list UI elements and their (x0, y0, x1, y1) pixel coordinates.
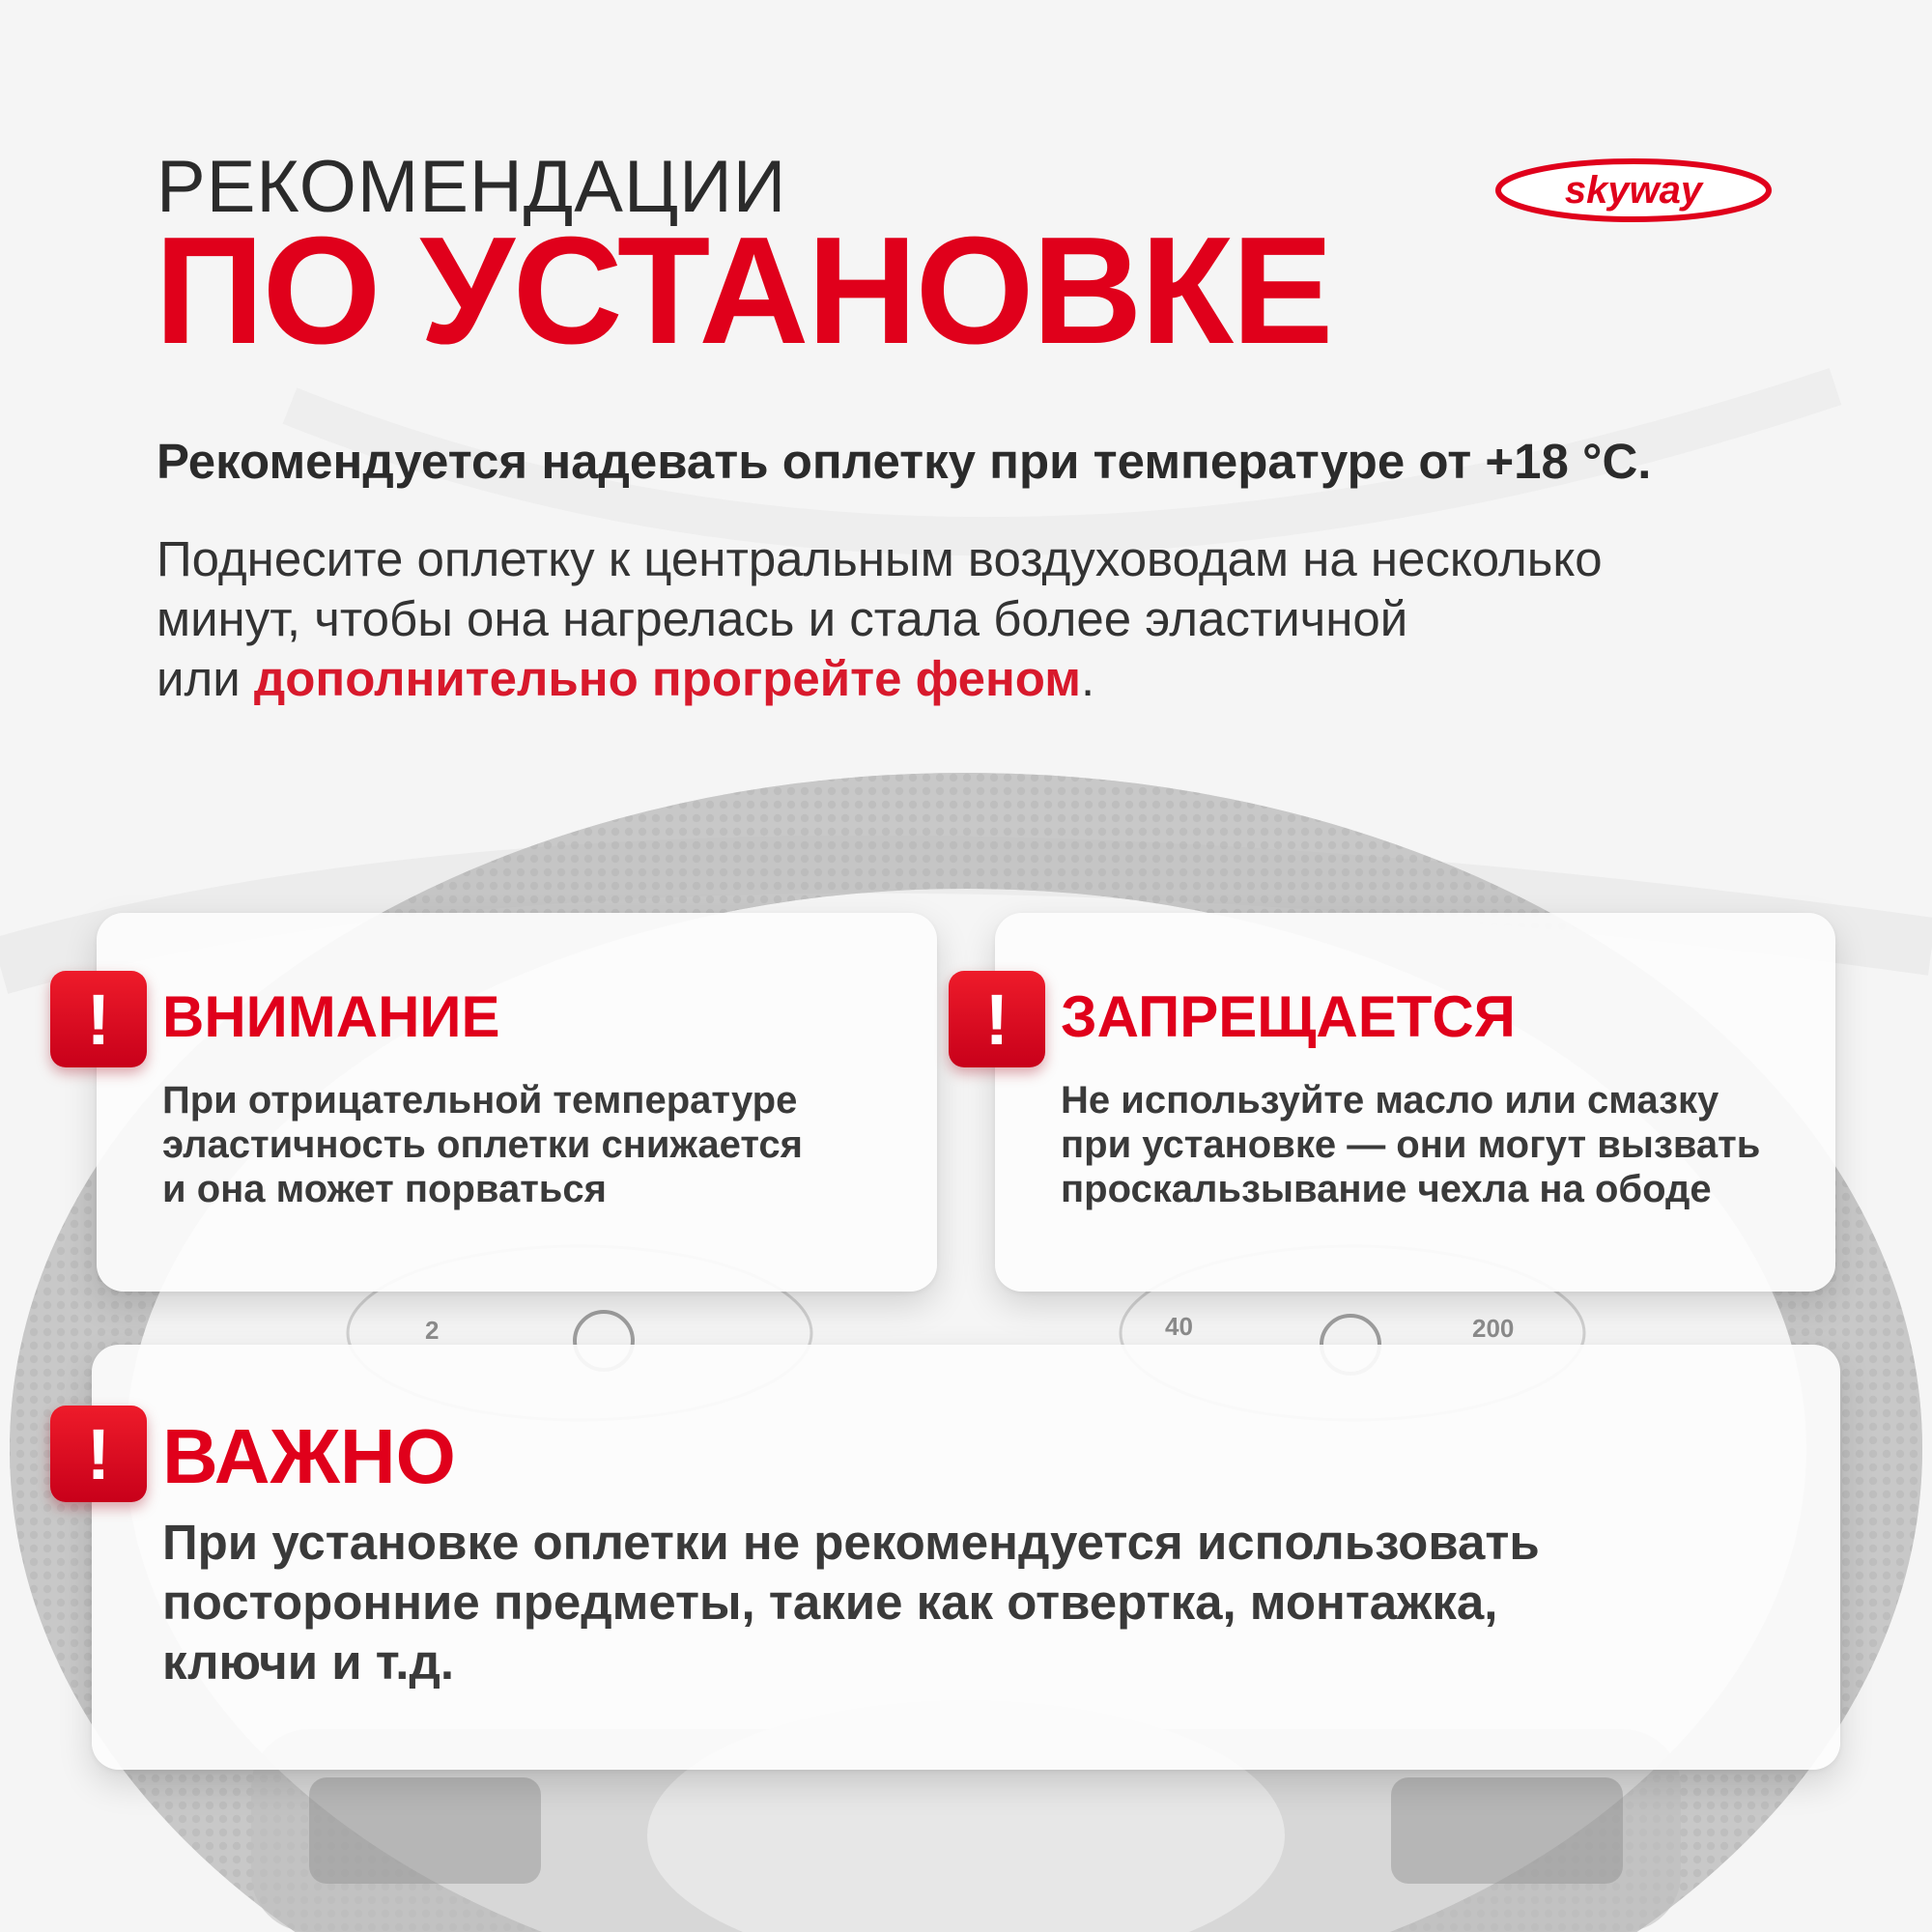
forbidden-line-1: Не используйте масло или смазку (1061, 1079, 1719, 1122)
exclamation-badge-icon: ! (949, 971, 1045, 1067)
gauge-left-label: 2 (425, 1316, 440, 1345)
attention-line-2: эластичность оплетки снижается (162, 1123, 803, 1166)
forbidden-text (1061, 1078, 1760, 1211)
intro-accent: дополнительно прогрейте феном (253, 651, 1081, 706)
gauge-right-label-2: 200 (1472, 1314, 1515, 1343)
forbidden-line-3: проскальзывание чехла на ободе (1061, 1168, 1712, 1210)
intro-line-2: минут, чтобы она нагрелась и стала более эластичной (156, 591, 1408, 646)
brand-logo (1493, 156, 1774, 224)
important-line-3: ключи и т.д. (162, 1634, 455, 1690)
intro-line-3 (156, 649, 1857, 709)
attention-text (162, 1078, 803, 1211)
exclamation-badge-icon: ! (50, 1406, 147, 1502)
intro-line-3-prefix: или (156, 651, 254, 706)
brand-logo-text: skyway (1564, 169, 1703, 212)
intro-line-3-suffix: . (1080, 651, 1095, 706)
intro-paragraph (156, 529, 1857, 709)
forbidden-line-2: при установке — они могут вызвать (1061, 1123, 1761, 1166)
page-title-line1: РЕКОМЕНДАЦИИ (156, 146, 787, 228)
intro-line-1: Поднесите оплетку к центральным воздуховодам на несколько (156, 531, 1603, 586)
intro-lead: Рекомендуется надевать оплетку при температуре от +18 °C. (156, 434, 1652, 489)
attention-title: ВНИМАНИЕ (162, 984, 500, 1049)
exclamation-badge-icon: ! (50, 971, 147, 1067)
important-line-2: посторонние предметы, такие как отвертка, монтажка, (162, 1575, 1498, 1630)
forbidden-title: ЗАПРЕЩАЕТСЯ (1061, 984, 1516, 1049)
important-title: ВАЖНО (162, 1413, 456, 1499)
important-line-1: При установке оплетки не рекомендуется использовать (162, 1515, 1540, 1570)
attention-line-1: При отрицательной температуре (162, 1079, 798, 1122)
important-text (162, 1513, 1540, 1692)
gauge-right-label-1: 40 (1165, 1312, 1193, 1341)
attention-line-3: и она может порваться (162, 1168, 607, 1210)
page-title-line2: ПО УСТАНОВКЕ (155, 206, 1332, 376)
